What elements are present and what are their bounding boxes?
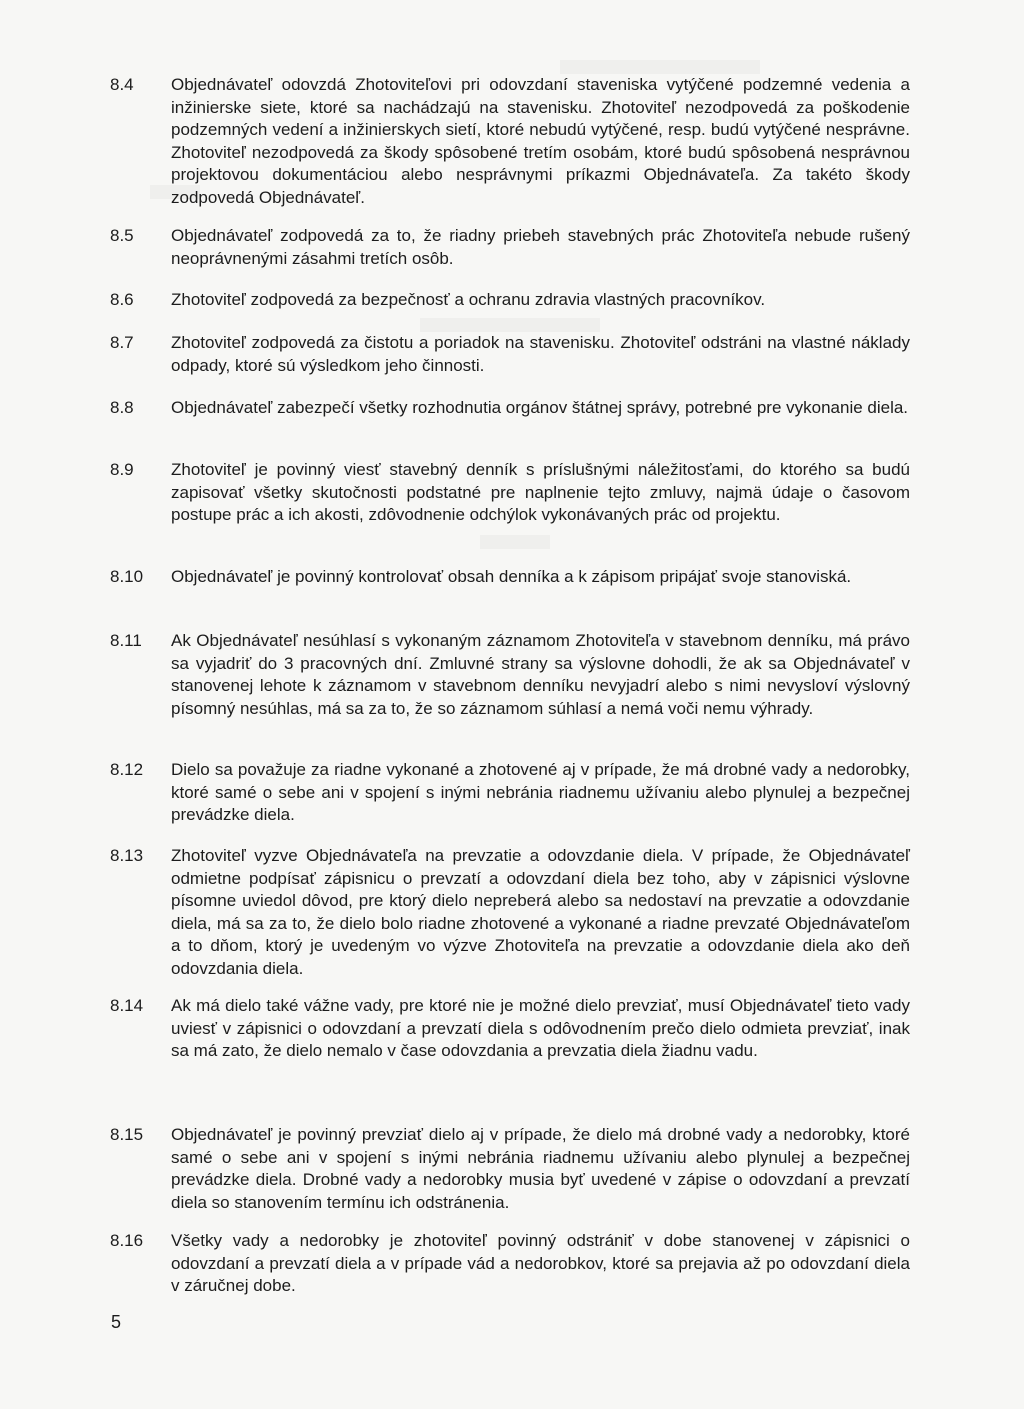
clause-number: 8.10 bbox=[110, 567, 144, 586]
clause-text: Všetky vady a nedorobky je zhotoviteľ povinný odstrániť v dobe stanovenej v zápisnici o odovzdaní a prevzatí diela a v prípade vád a nedorobkov, ktoré sa prejavia až po odovzdaní diela v záručnej dobe. bbox=[171, 1231, 910, 1296]
clause-8-15 bbox=[110, 1124, 910, 1214]
clause-number: 8.6 bbox=[110, 290, 134, 309]
clause-8-9 bbox=[110, 459, 910, 527]
clause-number: 8.5 bbox=[110, 226, 134, 245]
clause-8-16 bbox=[110, 1230, 910, 1298]
clause-text: Objednávateľ je povinný prevziať dielo aj v prípade, že dielo má drobné vady a nedorobky, ktoré samé o sebe ani v spojení s inými nebránia riadnemu užívaniu alebo plynulej a bezpečnej prevádzke diela. Drobné vady a nedorobky musia byť uvedené v zápise o odovzdaní a prevzatí diela so stanovením termínu ich odstránenia. bbox=[171, 1125, 910, 1212]
clause-text: Objednávateľ odovzdá Zhotoviteľovi pri odovzdaní staveniska vytýčené podzemné vedenia a inžinierske siete, ktoré sa nachádzajú na stavenisku. Zhotoviteľ nezodpovedá za poškodenie podzemných vedení a inžinierskych sietí, ktoré nebudú vytýčené, resp. budú vytýčené nesprávne. Zhotoviteľ nezodpovedá za škody spôsobené tretím osobám, ktoré budú spôsobená nesprávnou projektovou dokumentáciou alebo nesprávnymi príkazmi Objednávateľa. Za takéto škody zodpovedá Objednávateľ. bbox=[171, 75, 910, 207]
bleed-through-mark bbox=[480, 535, 550, 549]
clause-8-5 bbox=[110, 225, 910, 270]
clause-text: Ak má dielo také vážne vady, pre ktoré nie je možné dielo prevziať, musí Objednávateľ tieto vady uviesť v zápisnici o odovzdaní a prevzatí diela s odôvodnením prečo dielo odmieta prevziať, inak sa má zato, že dielo nemalo v čase odovzdania a prevzatia diela žiadnu vadu. bbox=[171, 996, 910, 1061]
clause-number: 8.7 bbox=[110, 333, 134, 352]
clause-number: 8.8 bbox=[110, 398, 134, 417]
clause-number: 8.15 bbox=[110, 1125, 144, 1144]
clause-number: 8.12 bbox=[110, 760, 144, 779]
bleed-through-mark bbox=[420, 318, 600, 332]
clause-text: Objednávateľ je povinný kontrolovať obsah denníka a k zápisom pripájať svoje stanoviská. bbox=[171, 567, 852, 586]
clause-number: 8.13 bbox=[110, 846, 144, 865]
bleed-through-mark bbox=[560, 60, 760, 74]
clause-8-10 bbox=[110, 566, 910, 589]
clause-text: Ak Objednávateľ nesúhlasí s vykonaným záznamom Zhotoviteľa v stavebnom denníku, má právo sa vyjadriť do 3 pracovných dní. Zmluvné strany sa výslovne dohodli, že ak sa Objednávateľ v stanovenej lehote k záznamom v stavebnom denníku nevyjadrí alebo s nimi nevysloví výslovný písomný nesúhlas, má sa za to, že so záznamom súhlasí a nemá voči nemu výhrady. bbox=[171, 631, 910, 718]
clause-text: Objednávateľ zodpovedá za to, že riadny priebeh stavebných prác Zhotoviteľa nebude rušený neoprávnenými zásahmi tretích osôb. bbox=[171, 226, 910, 268]
clause-text: Zhotoviteľ zodpovedá za čistotu a poriadok na stavenisku. Zhotoviteľ odstráni na vlastné náklady odpady, ktoré sú výsledkom jeho činnosti. bbox=[171, 333, 910, 375]
clause-8-8 bbox=[110, 397, 910, 420]
clause-8-7 bbox=[110, 332, 910, 377]
clause-text: Zhotoviteľ vyzve Objednávateľa na prevzatie a odovzdanie diela. V prípade, že Objednávateľ odmietne podpísať zápisnicu o prevzatí a odovzdaní diela bez toho, aby v zápisnici výslovne písomne uviedol dôvod, pre ktorý dielo nepreberá alebo sa nedostaví na prevzatie a odovzdanie diela, má sa za to, že dielo bolo riadne zhotovené a vykonané a riadne prevzaté Objednávateľom a to dňom, ktorý je uvedeným vo výzve Zhotoviteľa na prevzatie a odovzdanie diela ako deň odovzdania diela. bbox=[171, 846, 910, 978]
page-number: 5 bbox=[111, 1312, 122, 1332]
clause-8-4 bbox=[110, 74, 910, 210]
clause-number: 8.16 bbox=[110, 1231, 144, 1250]
clause-number: 8.4 bbox=[110, 75, 134, 94]
clause-8-13 bbox=[110, 845, 910, 981]
clause-number: 8.14 bbox=[110, 996, 144, 1015]
clause-text: Zhotoviteľ zodpovedá za bezpečnosť a ochranu zdravia vlastných pracovníkov. bbox=[171, 290, 766, 309]
clause-8-11 bbox=[110, 630, 910, 720]
clause-text: Objednávateľ zabezpečí všetky rozhodnutia orgánov štátnej správy, potrebné pre vykonanie diela. bbox=[171, 398, 909, 417]
clause-8-12 bbox=[110, 759, 910, 827]
clause-text: Zhotoviteľ je povinný viesť stavebný denník s príslušnými náležitosťami, do ktorého sa budú zapisovať všetky skutočnosti podstatné pre naplnenie tejto zmluvy, najmä údaje o časovom postupe prác a ich akosti, zdôvodnenie odchýlok vykonávaných prác od projektu. bbox=[171, 460, 910, 525]
clause-8-6 bbox=[110, 289, 910, 312]
clause-number: 8.11 bbox=[110, 631, 142, 650]
clause-text: Dielo sa považuje za riadne vykonané a zhotovené aj v prípade, že má drobné vady a nedorobky, ktoré samé o sebe ani v spojení s inými nebránia riadnemu užívaniu alebo plynulej a bezpečnej prevádzke diela. bbox=[171, 760, 910, 825]
clause-number: 8.9 bbox=[110, 460, 134, 479]
clause-8-14 bbox=[110, 995, 910, 1063]
